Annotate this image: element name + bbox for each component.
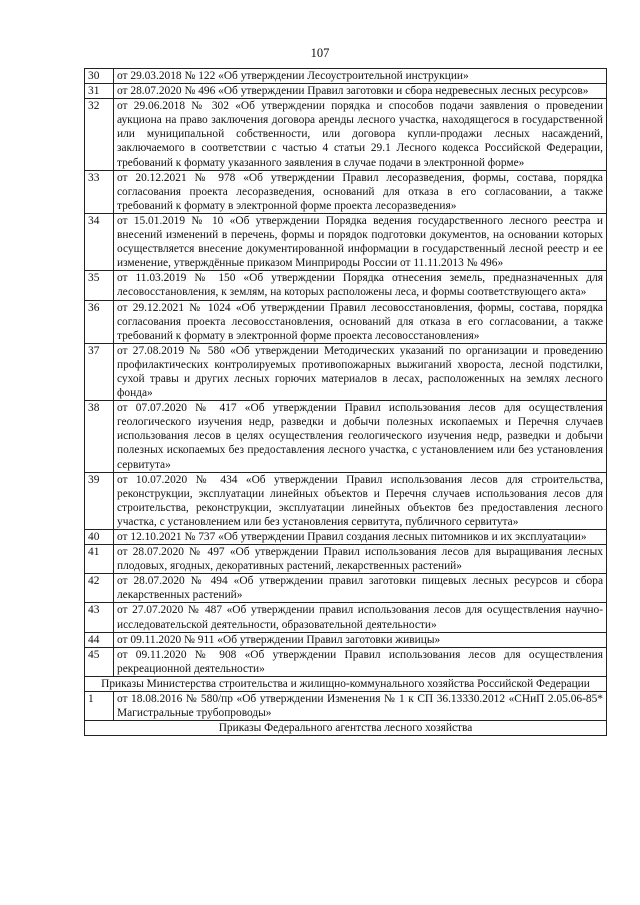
act-description: от 27.07.2020 № 487 «Об утверждении правил использования лесов для осуществления научно-исследовательской деятельности, образовательной деятельности» xyxy=(114,603,607,632)
table-row xyxy=(85,84,607,99)
act-description: от 18.08.2016 № 580/пр «Об утверждении Изменения № 1 к СП 36.13330.2012 «СНиП 2.05.06-85* Магистральные трубопроводы» xyxy=(114,692,607,721)
section-title: Приказы Федерального агентства лесного хозяйства xyxy=(85,721,607,736)
row-number: 31 xyxy=(85,84,114,99)
table-row xyxy=(85,530,607,545)
section-title: Приказы Министерства строительства и жилищно-коммунального хозяйства Российской Федерации xyxy=(85,676,607,691)
table-body xyxy=(85,69,607,736)
act-description: от 12.10.2021 № 737 «Об утверждении Правил создания лесных питомников и их эксплуатации» xyxy=(114,530,607,545)
act-description: от 09.11.2020 № 908 «Об утверждении Правил использования лесов для осуществления рекреационной деятельности» xyxy=(114,647,607,676)
row-number: 33 xyxy=(85,170,114,213)
table-row xyxy=(85,632,607,647)
row-number: 41 xyxy=(85,545,114,574)
row-number: 35 xyxy=(85,271,114,300)
table-row xyxy=(85,300,607,343)
table-row xyxy=(85,271,607,300)
legal-acts-table xyxy=(84,68,607,736)
section-header-row xyxy=(85,676,607,691)
row-number: 37 xyxy=(85,343,114,400)
act-description: от 15.01.2019 № 10 «Об утверждении Порядка ведения государственного лесного реестра и внесений изменений в перечень, формы и порядок подготовки документов, на основании которых осуществляется внесение документированной информации в государственный лесной реестр и ее изменение, утверждённые приказом Минприроды России от 11.11.2013 № 496» xyxy=(114,213,607,270)
table-row xyxy=(85,69,607,84)
table-row xyxy=(85,213,607,270)
table-row xyxy=(85,472,607,529)
row-number: 32 xyxy=(85,99,114,170)
table-row xyxy=(85,692,607,721)
table-row xyxy=(85,574,607,603)
row-number: 42 xyxy=(85,574,114,603)
table-row xyxy=(85,647,607,676)
act-description: от 29.06.2018 № 302 «Об утверждении порядка и способов подачи заявления о проведении аукциона на право заключения договора аренды лесного участка, находящегося в государственной или муниципальной собственности, или договора купли-продажи лесных насаждений, заключаемого в соответствии с частью 4 статьи 29.1 Лесного кодекса Российской Федерации, требований к формату указанного заявления в случае подачи в электронной форме» xyxy=(114,99,607,170)
table-row xyxy=(85,170,607,213)
act-description: от 29.12.2021 № 1024 «Об утверждении Правил лесовосстановления, формы, состава, порядка согласования проекта лесовосстановления, оснований для отказа в его согласовании, а также требований к формату в электронной форме проекта лесовосстановления» xyxy=(114,300,607,343)
table-row xyxy=(85,401,607,472)
row-number: 38 xyxy=(85,401,114,472)
row-number: 43 xyxy=(85,603,114,632)
act-description: от 20.12.2021 № 978 «Об утверждении Правил лесоразведения, формы, состава, порядка согласования проекта лесоразведения, оснований для отказа в его согласовании, а также требований к формату в электронной форме проекта лесоразведения» xyxy=(114,170,607,213)
act-description: от 28.07.2020 № 497 «Об утверждении Правил использования лесов для выращивания лесных плодовых, ягодных, декоративных растений, лекарственных растений» xyxy=(114,545,607,574)
table-row xyxy=(85,603,607,632)
table-row xyxy=(85,343,607,400)
row-number: 36 xyxy=(85,300,114,343)
act-description: от 28.07.2020 № 494 «Об утверждении правил заготовки пищевых лесных ресурсов и сбора лекарственных растений» xyxy=(114,574,607,603)
act-description: от 29.03.2018 № 122 «Об утверждении Лесоустроительной инструкции» xyxy=(114,69,607,84)
row-number: 34 xyxy=(85,213,114,270)
row-number: 39 xyxy=(85,472,114,529)
act-description: от 07.07.2020 № 417 «Об утверждении Правил использования лесов для осуществления геологического изучения недр, разведки и добычи полезных ископаемых и Перечня случаев использования лесов в целях осуществления геологического изучения недр, разведки и добычи полезных ископаемых без предоставления лесного участка, с установлением или без установления сервитута» xyxy=(114,401,607,472)
row-number: 30 xyxy=(85,69,114,84)
row-number: 44 xyxy=(85,632,114,647)
act-description: от 28.07.2020 № 496 «Об утверждении Правил заготовки и сбора недревесных лесных ресурсов» xyxy=(114,84,607,99)
section-header-row xyxy=(85,721,607,736)
act-description: от 10.07.2020 № 434 «Об утверждении Правил использования лесов для строительства, реконструкции, эксплуатации линейных объектов и Перечня случаев использования лесов для строительства, реконструкции, эксплуатации линейных объектов без предоставления лесного участка, с установлением или без установления сервитута, публичного сервитута» xyxy=(114,472,607,529)
table-row xyxy=(85,99,607,170)
row-number: 1 xyxy=(85,692,114,721)
act-description: от 11.03.2019 № 150 «Об утверждении Порядка отнесения земель, предназначенных для лесовосстановления, к землям, на которых расположены леса, и формы соответствующего акта» xyxy=(114,271,607,300)
table-row xyxy=(85,545,607,574)
page-number: 107 xyxy=(310,46,330,60)
row-number: 45 xyxy=(85,647,114,676)
row-number: 40 xyxy=(85,530,114,545)
act-description: от 27.08.2019 № 580 «Об утверждении Методических указаний по организации и проведению профилактических контролируемых противопожарных выжиганий хвороста, лесной подстилки, сухой травы и других лесных горючих материалов в лесах, расположенных на землях лесного фонда» xyxy=(114,343,607,400)
act-description: от 09.11.2020 № 911 «Об утверждении Правил заготовки живицы» xyxy=(114,632,607,647)
